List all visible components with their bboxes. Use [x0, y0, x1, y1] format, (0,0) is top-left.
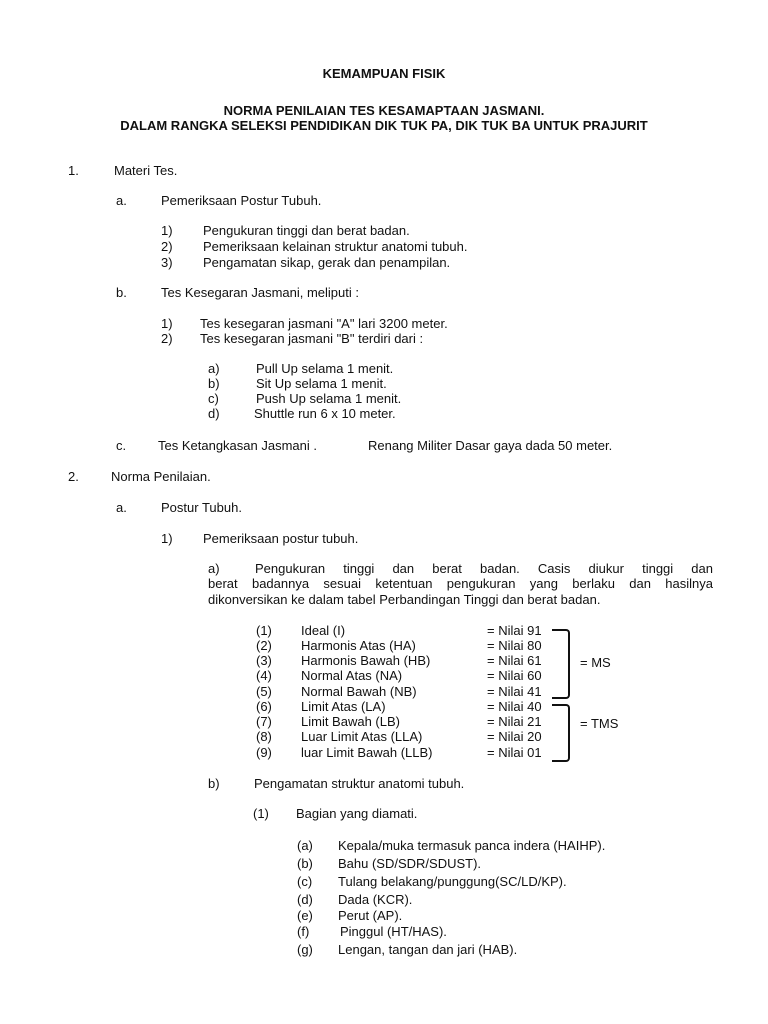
part-item: Bahu (SD/SDR/SDUST). — [338, 856, 482, 871]
part-number: (c) — [297, 874, 313, 889]
rating-name: Normal Bawah (NB) — [301, 684, 417, 699]
rating-number: (5) — [256, 684, 272, 699]
sub-1-heading: Bagian yang diamati. — [296, 806, 418, 821]
list-item: Pengukuran tinggi dan berat badan. — [203, 223, 410, 238]
rating-value: = Nilai 20 — [487, 729, 542, 744]
list-item-number: 1) — [161, 223, 173, 238]
section-1b-heading: Tes Kesegaran Jasmani, meliputi : — [161, 285, 359, 300]
rating-value: = Nilai 60 — [487, 668, 542, 683]
sub-item: Push Up selama 1 menit. — [256, 391, 402, 406]
list-item-number: 2) — [161, 331, 173, 346]
rating-value: = Nilai 21 — [487, 714, 542, 729]
section-1a-heading: Pemeriksaan Postur Tubuh. — [161, 193, 322, 208]
rating-name: Ideal (I) — [301, 623, 346, 638]
list-item-number: 1) — [161, 316, 173, 331]
part-item: Dada (KCR). — [338, 892, 413, 907]
part-number: (d) — [297, 892, 313, 907]
rating-value: = Nilai 80 — [487, 638, 542, 653]
section-1c-text: Renang Militer Dasar gaya dada 50 meter. — [368, 438, 613, 453]
section-1b-marker: b. — [116, 285, 127, 300]
rating-value: = Nilai 41 — [487, 684, 542, 699]
rating-number: (1) — [256, 623, 272, 638]
sub-item: Pull Up selama 1 menit. — [256, 361, 394, 376]
para-a-marker: a) — [208, 561, 220, 576]
tms-group-brace — [552, 704, 570, 762]
section-1-heading: Materi Tes. — [114, 163, 178, 178]
section-2-heading: Norma Penilaian. — [111, 469, 211, 484]
list-item-number: 3) — [161, 255, 173, 270]
rating-name: luar Limit Bawah (LLB) — [301, 745, 433, 760]
part-number: (b) — [297, 856, 313, 871]
page-title: KEMAMPUAN FISIK — [322, 66, 446, 81]
sub-item-number: c) — [208, 391, 219, 406]
rating-number: (7) — [256, 714, 272, 729]
list-item: Pemeriksaan kelainan struktur anatomi tubuh. — [203, 239, 468, 254]
part-item: Tulang belakang/punggung(SC/LD/KP). — [338, 874, 567, 889]
rating-name: Limit Bawah (LB) — [301, 714, 400, 729]
rating-number: (8) — [256, 729, 272, 744]
sub-item-number: b) — [208, 376, 220, 391]
section-1c-heading: Tes Ketangkasan Jasmani . — [158, 438, 317, 453]
ms-group-label: = MS — [580, 655, 611, 670]
rating-number: (6) — [256, 699, 272, 714]
sub-item-number: a) — [208, 361, 220, 376]
list-item-number: 2) — [161, 239, 173, 254]
part-number: (f) — [297, 924, 310, 939]
part-item: Pinggul (HT/HAS). — [340, 924, 447, 939]
list-item: Tes kesegaran jasmani "A" lari 3200 meter. — [200, 316, 448, 331]
part-item: Perut (AP). — [338, 908, 403, 923]
subtitle-line-2: DALAM RANGKA SELEKSI PENDIDIKAN DIK TUK PA, DIK TUK BA UNTUK PRAJURIT — [120, 118, 648, 133]
list-item-number: 1) — [161, 531, 173, 546]
para-b-marker: b) — [208, 776, 220, 791]
section-2-number: 2. — [68, 469, 79, 484]
rating-value: = Nilai 01 — [487, 745, 542, 760]
part-item: Lengan, tangan dan jari (HAB). — [338, 942, 518, 957]
para-a-line-2: berat badannya sesuai ketentuan pengukuran yang berlaku dan hasilnya — [208, 576, 713, 591]
part-item: Kepala/muka termasuk panca indera (HAIHP). — [338, 838, 606, 853]
part-number: (g) — [297, 942, 313, 957]
part-number: (a) — [297, 838, 313, 853]
ms-group-brace — [552, 629, 570, 699]
sub-item: Shuttle run 6 x 10 meter. — [254, 406, 396, 421]
para-a-line-1: Pengukuran tinggi dan berat badan. Casis diukur tinggi dan — [255, 561, 713, 576]
section-1a-marker: a. — [116, 193, 127, 208]
rating-name: Harmonis Atas (HA) — [301, 638, 416, 653]
sub-item-number: d) — [208, 406, 220, 421]
subtitle-line-1: NORMA PENILAIAN TES KESAMAPTAAN JASMANI. — [223, 103, 545, 118]
section-1-number: 1. — [68, 163, 79, 178]
section-2a-marker: a. — [116, 500, 127, 515]
rating-number: (2) — [256, 638, 272, 653]
rating-name: Normal Atas (NA) — [301, 668, 403, 683]
rating-name: Luar Limit Atas (LLA) — [301, 729, 423, 744]
rating-number: (9) — [256, 745, 272, 760]
list-item: Tes kesegaran jasmani "B" terdiri dari : — [200, 331, 424, 346]
para-a-line-3: dikonversikan ke dalam tabel Perbandingan Tinggi dan berat badan. — [208, 592, 601, 607]
rating-value: = Nilai 91 — [487, 623, 542, 638]
list-item: Pemeriksaan postur tubuh. — [203, 531, 359, 546]
section-2a-heading: Postur Tubuh. — [161, 500, 242, 515]
sub-1-number: (1) — [253, 806, 269, 821]
para-b-heading: Pengamatan struktur anatomi tubuh. — [254, 776, 465, 791]
rating-number: (4) — [256, 668, 272, 683]
rating-value: = Nilai 40 — [487, 699, 542, 714]
rating-number: (3) — [256, 653, 272, 668]
tms-group-label: = TMS — [580, 716, 619, 731]
part-number: (e) — [297, 908, 313, 923]
list-item: Pengamatan sikap, gerak dan penampilan. — [203, 255, 451, 270]
rating-name: Harmonis Bawah (HB) — [301, 653, 431, 668]
rating-value: = Nilai 61 — [487, 653, 542, 668]
rating-name: Limit Atas (LA) — [301, 699, 386, 714]
sub-item: Sit Up selama 1 menit. — [256, 376, 387, 391]
section-1c-marker: c. — [116, 438, 127, 453]
